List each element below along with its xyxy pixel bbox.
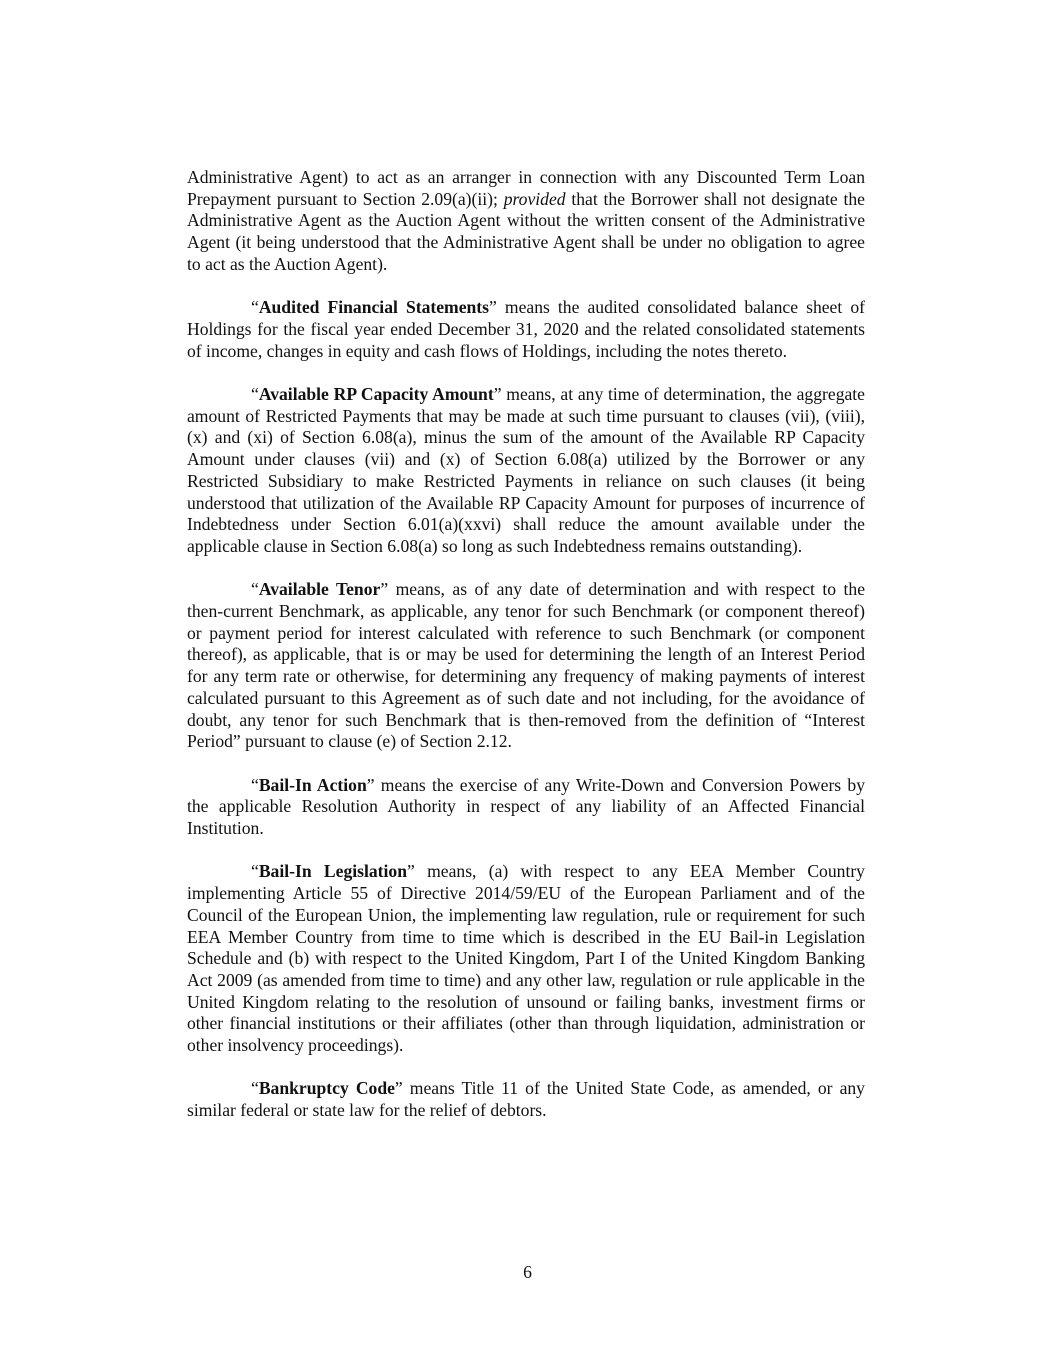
definition-term: Available RP Capacity Amount <box>258 384 494 404</box>
definition-body: means, (a) with respect to any EEA Member Country implementing Article 55 of Directive 2014/59/EU of the European Parliament and of the Council of the European Union, the implementing law regulation, rule or requirement for such EEA Member Country from time to time which is described in the EU Bail-in Legislation Schedule and (b) with respect to the United Kingdom, Part I of the United Kingdom Banking Act 2009 (as amended from time to time) and any other law, regulation or rule applicable in the United Kingdom relating to the resolution of unsound or failing banks, investment firms or other financial institutions or their affiliates (other than through liquidation, administration or other insolvency proceedings). <box>187 861 865 1056</box>
definition-body: means the exercise of any Write-Down and Conversion Powers by the applicable Resolution Authority in respect of any liability of an Affected Financial Institution. <box>187 774 865 839</box>
continuation-text-after: that the Borrower shall not designate the Administrative Agent as the Auction Agent without the written consent of the Administrative Agent (it being understood that the Administrative Agent shall be under no obligation to agree to act as the Auction Agent). <box>187 188 865 274</box>
definition-term: Audited Financial Statements <box>258 297 490 318</box>
definition-body: means the audited consolidated balance sheet of Holdings for the fiscal year ended December 31, 2020 and the related consolidated statements of income, changes in equity and cash flows of Holdings, including the notes thereto. <box>187 297 865 361</box>
definition-available-tenor: “Available Tenor” means, as of any date of determination and with respect to the then-current Benchmark, as applicable, any tenor for such Benchmark (or component thereof) or payment period for interest calculated with reference to such Benchmark (or component thereof), as applicable, that is or may be used for determining the length of an Interest Period for any term rate or otherwise, for determining any frequency of making payments of interest calculated pursuant to this Agreement as of such date and not including, for the avoidance of doubt, any tenor for such Benchmark that is then-removed from the definition of “Interest Period” pursuant to clause (e) of Section 2.12. <box>187 579 866 752</box>
continuation-paragraph <box>187 167 865 276</box>
continuation-text-before: Administrative Agent) to act as an arranger in connection with any Discounted Term Loan Prepayment pursuant to Section 2.09(a)(ii); <box>187 167 865 209</box>
text-column <box>187 167 865 1144</box>
definition-term: Available Tenor <box>258 579 381 600</box>
definition-term: Bail-In Action <box>258 774 367 795</box>
definition-body: means, as of any date of determination and with respect to the then-current Benchmark, as applicable, any tenor for such Benchmark (or component thereof) or payment period for interest calculated with reference to such Benchmark (or component thereof), as applicable, that is or may be used for determining the length of an Interest Period for any term rate or otherwise, for determining any frequency of making payments of interest calculated pursuant to this Agreement as of such date and not including, for the avoidance of doubt, any tenor for such Benchmark that is then-removed from the definition of “Interest Period” pursuant to clause (e) of Section 2.12. <box>187 579 866 752</box>
definition-body: means Title 11 of the United State Code, as amended, or any similar federal or state law for the relief of debtors. <box>187 1078 865 1121</box>
definition-bankruptcy-code: “Bankruptcy Code” means Title 11 of the United State Code, as amended, or any similar federal or state law for the relief of debtors. <box>187 1078 865 1121</box>
definition-term: Bail-In Legislation <box>258 861 407 882</box>
definition-body: means, at any time of determination, the aggregate amount of Restricted Payments that may be made at such time pursuant to clauses (vii), (viii), (x) and (xi) of Section 6.08(a), minus the sum of the amount of the Available RP Capacity Amount under clauses (vii) and (x) of Section 6.08(a) utilized by the Borrower or any Restricted Subsidiary to make Restricted Payments in reliance on such clauses (it being understood that utilization of the Available RP Capacity Amount for purposes of incurrence of Indebtedness under Section 6.01(a)(xxvi) shall reduce the amount available under the applicable clause in Section 6.08(a) so long as such Indebtedness remains outstanding). <box>187 384 865 556</box>
definition-bail-in-action: “Bail-In Action” means the exercise of any Write-Down and Conversion Powers by the applicable Resolution Authority in respect of any liability of an Affected Financial Institution. <box>187 774 865 839</box>
definition-bail-in-legislation: “Bail-In Legislation” means, (a) with respect to any EEA Member Country implementing Article 55 of Directive 2014/59/EU of the European Parliament and of the Council of the European Union, the implementing law regulation, rule or requirement for such EEA Member Country from time to time which is described in the EU Bail-in Legislation Schedule and (b) with respect to the United Kingdom, Part I of the United Kingdom Banking Act 2009 (as amended from time to time) and any other law, regulation or rule applicable in the United Kingdom relating to the resolution of unsound or failing banks, investment firms or other financial institutions or their affiliates (other than through liquidation, administration or other insolvency proceedings). <box>187 861 865 1056</box>
definition-term: Bankruptcy Code <box>258 1078 395 1099</box>
definition-available-rp-capacity-amount: “Available RP Capacity Amount” means, at any time of determination, the aggregate amount of Restricted Payments that may be made at such time pursuant to clauses (vii), (viii), (x) and (xi) of Section 6.08(a), minus the sum of the amount of the Available RP Capacity Amount under clauses (vii) and (x) of Section 6.08(a) utilized by the Borrower or any Restricted Subsidiary to make Restricted Payments in reliance on such clauses (it being understood that utilization of the Available RP Capacity Amount for purposes of incurrence of Indebtedness under Section 6.01(a)(xxvi) shall reduce the amount available under the applicable clause in Section 6.08(a) so long as such Indebtedness remains outstanding). <box>187 384 865 556</box>
page-number: 6 <box>523 1262 532 1282</box>
continuation-italic: provided <box>503 188 566 209</box>
definition-audited-financial-statements: “Audited Financial Statements” means the audited consolidated balance sheet of Holdings for the fiscal year ended December 31, 2020 and the related consolidated statements of income, changes in equity and cash flows of Holdings, including the notes thereto. <box>187 297 865 361</box>
